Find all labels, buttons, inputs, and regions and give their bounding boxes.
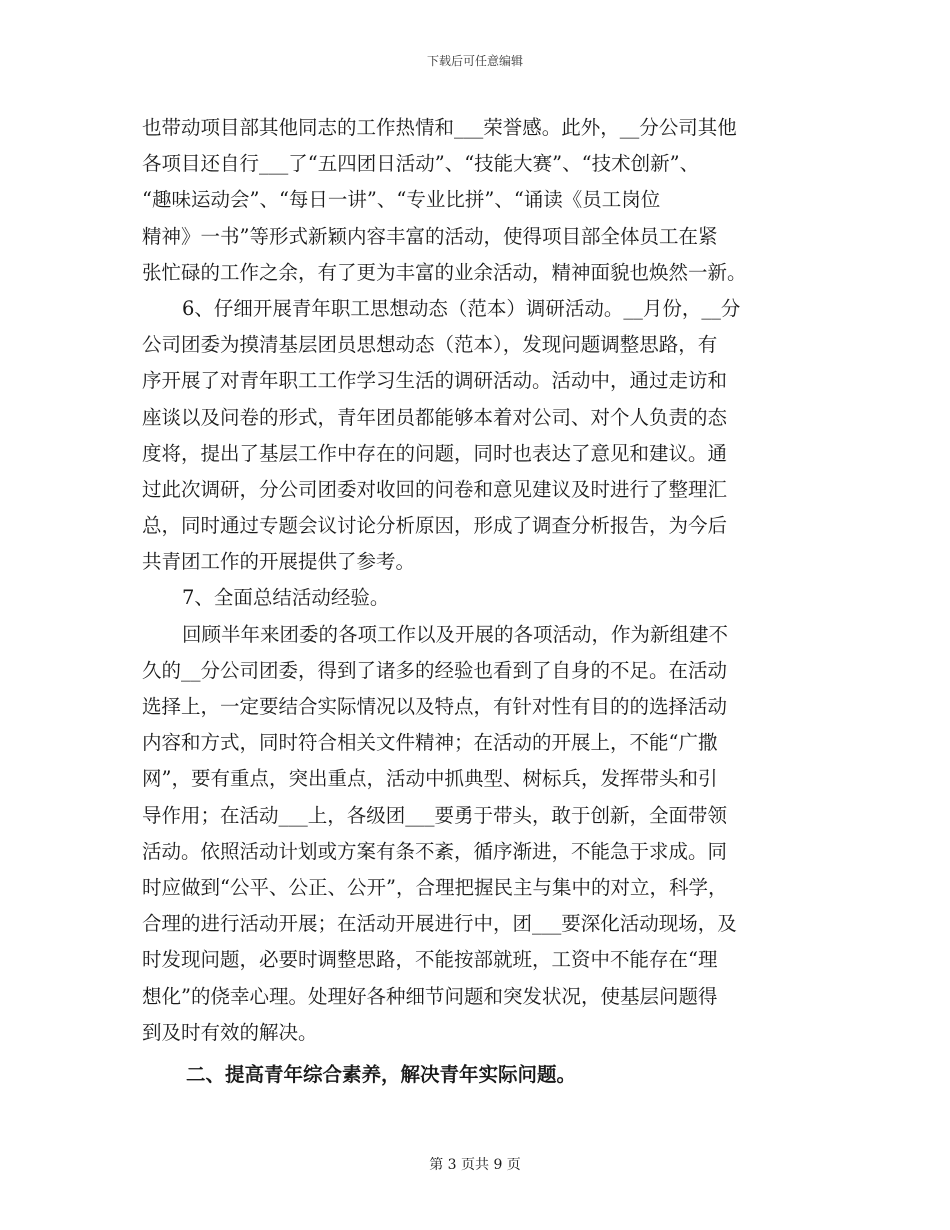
text-line: 内容和方式，同时符合相关文件精神；在活动的开展上，不能“广撒 — [142, 731, 718, 755]
text-line: 度将，提出了基层工作中存在的问题，同时也表达了意见和建议。通 — [142, 441, 728, 465]
text-line: 序开展了对青年职工工作学习生活的调研活动。活动中，通过走访和 — [142, 369, 728, 393]
text-line: 网”，要有重点，突出重点，活动中抓典型、树标兵，发挥带头和引 — [142, 767, 718, 791]
text-line: 久的__分公司团委，得到了诸多的经验也看到了自身的不足。在活动 — [142, 658, 728, 682]
text-line: 座谈以及问卷的形式，青年团员都能够本着对公司、对个人负责的态 — [142, 405, 728, 429]
paragraph-start-line: 7、全面总结活动经验。 — [182, 586, 390, 610]
text-line: “趣味运动会”、“每日一讲”、“专业比拼”、“诵读《员工岗位 — [142, 188, 661, 212]
text-line: 时应做到“公平、公正、公开”，合理把握民主与集中的对立，科学， — [142, 875, 728, 899]
text-line: 各项目还自行___了“五四团日活动”、“技能大赛”、“技术创新”、 — [142, 152, 700, 176]
text-line: 合理的进行活动开展；在活动开展进行中，团___要深化活动现场，及 — [142, 912, 737, 936]
text-line: 选择上，一定要结合实际情况以及特点，有针对性有目的的选择活动 — [142, 695, 728, 718]
text-line: 到及时有效的解决。 — [142, 1020, 318, 1044]
document-body — [142, 110, 810, 1093]
page-header: 下载后可任意编辑 — [426, 54, 523, 68]
text-line: 张忙碌的工作之余，有了更为丰富的业余活动，精神面貌也焕然一新。 — [142, 260, 747, 284]
text-line: 共青团工作的开展提供了参考。 — [142, 550, 416, 574]
text-line: 也带动项目部其他同志的工作热情和___荣誉感。此外，__分公司其他 — [142, 116, 737, 139]
text-line: 活动。依照活动计划或方案有条不紊，循序渐进，不能急于求成。同 — [142, 839, 728, 863]
text-line: 精神》一书”等形式新颖内容丰富的活动，使得项目部全体员工在紧 — [142, 224, 718, 248]
page-footer: 第 3 页共 9 页 — [429, 1157, 521, 1173]
text-line: 过此次调研，分公司团委对收回的问卷和意见建议及时进行了整理汇 — [142, 477, 728, 501]
text-line: 总，同时通过专题会议讨论分析原因，形成了调查分析报告，为今后 — [142, 514, 728, 538]
paragraph-start-line: 6、仔细开展青年职工思想动态（范本）调研活动。__月份，__分 — [182, 296, 741, 320]
text-line: 时发现问题，必要时调整思路，不能按部就班，工资中不能存在“理 — [142, 948, 718, 972]
text-line: 想化”的侥幸心理。处理好各种细节问题和突发状况，使基层问题得 — [142, 984, 718, 1008]
text-line: 公司团委为摸清基层团员思想动态（范本），发现问题调整思路，有 — [142, 333, 718, 357]
text-line: 导作用；在活动___上，各级团___要勇于带头，敢于创新，全面带领 — [142, 803, 728, 827]
section-heading: 二、提高青年综合素养，解决青年实际问题。 — [186, 1062, 577, 1086]
paragraph-start-line: 回顾半年来团委的各项工作以及开展的各项活动，作为新组建不 — [182, 622, 729, 646]
